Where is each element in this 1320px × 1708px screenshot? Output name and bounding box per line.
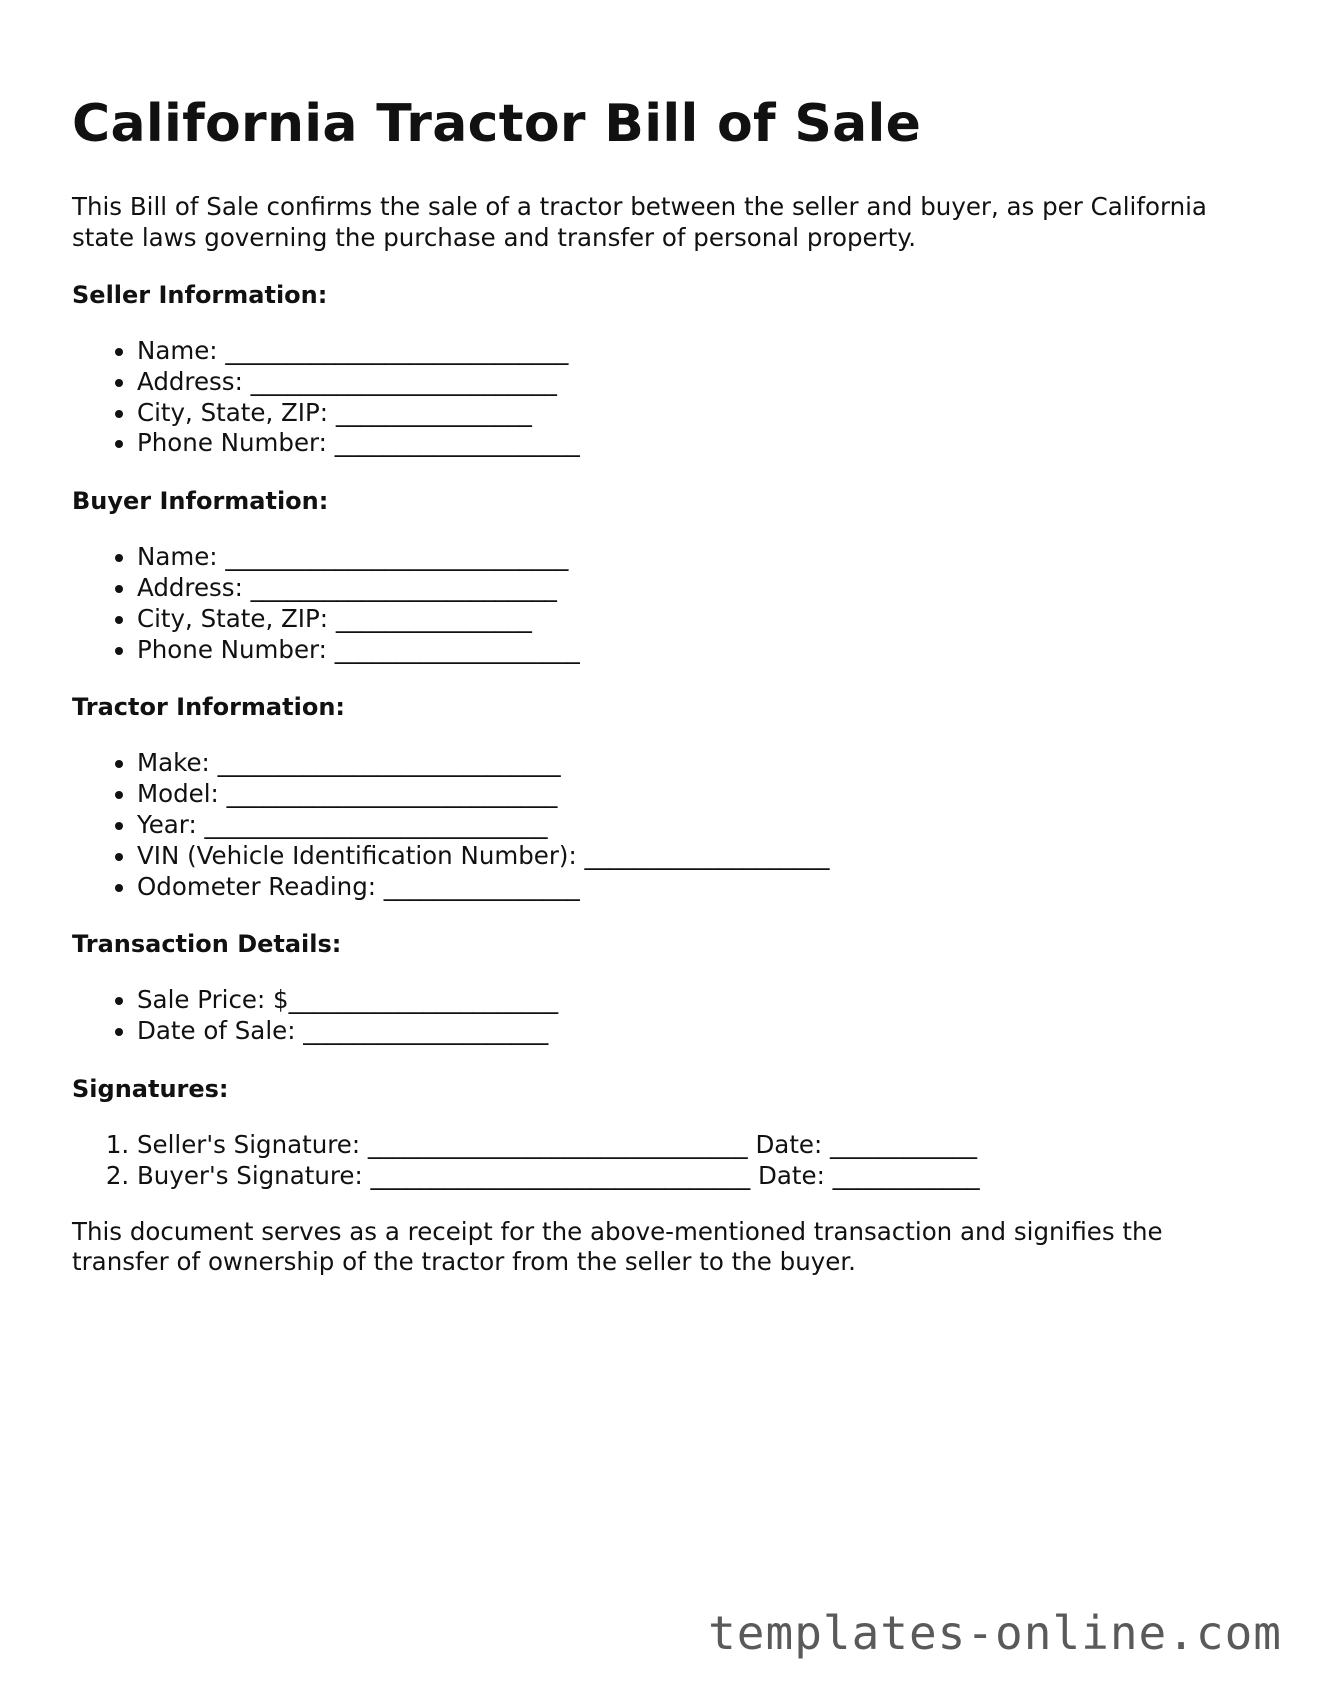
buyer-field-list (72, 542, 1252, 665)
buyer-address-field: • Address: _________________________ (137, 573, 1252, 604)
document-title: California Tractor Bill of Sale (72, 94, 922, 154)
tractor-odometer-field: • Odometer Reading: ________________ (137, 872, 1252, 903)
transaction-field-list (72, 985, 1252, 1047)
closing-paragraph: This document serves as a receipt for the above-mentioned transaction and signifies the transfer of ownership of the tractor from the seller to the buyer. (72, 1216, 1163, 1277)
intro-paragraph: This Bill of Sale confirms the sale of a tractor between the seller and buyer, as per California state laws governing the purchase and transfer of personal property. (72, 192, 1207, 252)
date-of-sale-field: • Date of Sale: ____________________ (137, 1016, 1252, 1047)
signatures-heading: Signatures: (72, 1074, 229, 1103)
seller-heading: Seller Information: (72, 281, 328, 309)
seller-signature-line: 1. Seller's Signature: _______________________________ Date: ____________ (137, 1130, 1252, 1161)
transaction-heading: Transaction Details: (72, 930, 342, 959)
tractor-vin-field: • VIN (Vehicle Identification Number): ____________________ (137, 841, 1252, 872)
buyer-signature-line: 2. Buyer's Signature: _______________________________ Date: ____________ (137, 1161, 1252, 1192)
tractor-make-field: • Make: ____________________________ (137, 748, 1252, 779)
tractor-year-field: • Year: ____________________________ (137, 810, 1252, 841)
seller-address-field: • Address: _________________________ (137, 367, 1252, 398)
tractor-model-field: • Model: ___________________________ (137, 779, 1252, 810)
sale-price-field: • Sale Price: $______________________ (137, 985, 1252, 1016)
seller-phone-field: • Phone Number: ____________________ (137, 428, 1252, 459)
buyer-name-field: • Name: ____________________________ (137, 542, 1252, 573)
seller-field-list (72, 336, 1252, 459)
buyer-city-state-zip-field: • City, State, ZIP: ________________ (137, 604, 1252, 635)
buyer-phone-field: • Phone Number: ____________________ (137, 635, 1252, 666)
tractor-heading: Tractor Information: (72, 693, 345, 722)
document-page (72, 0, 1252, 1278)
watermark: templates-online.com (708, 1606, 1282, 1660)
tractor-field-list (72, 748, 1252, 902)
seller-city-state-zip-field: • City, State, ZIP: ________________ (137, 398, 1252, 429)
seller-name-field: • Name: ____________________________ (137, 336, 1252, 367)
buyer-heading: Buyer Information: (72, 487, 329, 516)
signature-list (72, 1130, 1252, 1192)
